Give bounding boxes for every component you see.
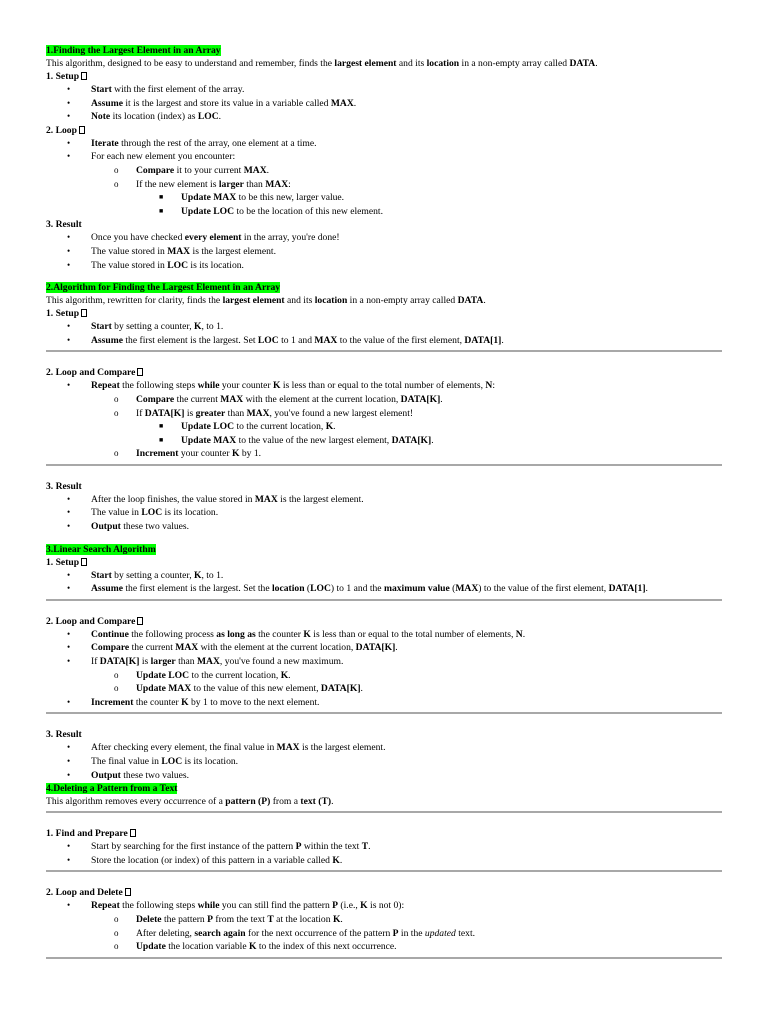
s2-result-heading: 3. Result — [46, 480, 82, 492]
section-1 — [46, 44, 722, 57]
list-item: • Iterate through the rest of the array, one element at a time. — [67, 137, 317, 149]
list-item: • Increment the counter K by 1 to move to the next element. — [67, 696, 320, 708]
s3-loop-heading: 2. Loop and Compare — [46, 615, 722, 628]
s1-loop-list — [46, 137, 722, 219]
list-item: • After checking every element, the final value in MAX is the largest element. — [67, 742, 386, 754]
s1-setup-heading: 1. Setup — [46, 70, 722, 83]
list-item: o If DATA[K] is greater than MAX, you've found a new largest element! — [114, 407, 414, 419]
list-item: ■ Update LOC to the current location, K. — [159, 421, 336, 433]
s1-result-list — [46, 231, 722, 272]
list-item: • Start by searching for the first instance of the pattern P within the text T. — [67, 841, 371, 853]
list-item: • Assume it is the largest and store its value in a variable called MAX. — [67, 97, 357, 109]
list-item: ■ Update MAX to be this new, larger value. — [159, 192, 345, 204]
list-item: o Delete the pattern P from the text T at the location K. — [114, 913, 343, 925]
list-item: o If the new element is larger than MAX: — [114, 178, 291, 190]
list-item: • Start by setting a counter, K, to 1. — [67, 569, 224, 581]
s4-loop-list — [46, 899, 722, 953]
s4-intro: This algorithm removes every occurrence of a pattern (P) from a text (T). — [46, 796, 334, 808]
checkbox-icon — [137, 368, 143, 376]
s1-intro: This algorithm, designed to be easy to understand and remember, finds the largest element and its location in a non-empty array called DATA. — [46, 58, 598, 69]
checkbox-icon — [137, 617, 143, 625]
section-2-title: 2.Algorithm for Finding the Largest Element in an Array — [46, 282, 281, 294]
s2-setup-list — [46, 320, 722, 347]
checkbox-icon — [81, 309, 87, 317]
list-item: • Start with the first element of the array. — [67, 84, 245, 95]
s3-loop-list — [46, 628, 722, 710]
checkbox-icon — [81, 558, 87, 566]
list-item: • Note its location (index) as LOC. — [67, 111, 222, 123]
s1-setup-list — [46, 83, 722, 124]
s4-loop-heading: 2. Loop and Delete — [46, 886, 722, 899]
list-item: • If DATA[K] is larger than MAX, you've found a new maximum. — [67, 656, 344, 668]
list-item: o Compare the current MAX with the element at the current location, DATA[K]. — [114, 393, 443, 405]
section-3-title: 3.Linear Search Algorithm — [46, 543, 156, 555]
list-item: o Compare it to your current MAX. — [114, 164, 270, 176]
list-item: o Update LOC to the current location, K. — [114, 669, 291, 681]
s2-loop-list — [46, 379, 722, 461]
s2-result-list — [46, 493, 722, 534]
list-item: • The final value in LOC is its location. — [67, 756, 239, 767]
list-item: • Output these two values. — [67, 769, 190, 781]
s2-loop-heading: 2. Loop and Compare — [46, 366, 722, 379]
list-item: • For each new element you encounter: — [67, 151, 236, 163]
list-item: • The value in LOC is its location. — [67, 507, 219, 519]
s4-find-list — [46, 840, 722, 867]
checkbox-icon — [130, 829, 136, 837]
s3-result-heading: 3. Result — [46, 729, 82, 741]
section-3 — [46, 543, 722, 556]
list-item: • Assume the first element is the largest. Set the location (LOC) to 1 and the maximum value (MAX) to the value of the first element, DATA[1]. — [67, 583, 648, 595]
list-item: o Increment your counter K by 1. — [114, 448, 262, 460]
list-item: • Repeat the following steps while your counter K is less than or equal to the total number of elements, N: — [67, 380, 495, 392]
list-item: • The value stored in MAX is the largest element. — [67, 245, 277, 257]
section-4-title: 4.Deleting a Pattern from a Text — [46, 783, 178, 795]
section-1-title: 1.Finding the Largest Element in an Array — [46, 45, 221, 56]
list-item: ■ Update MAX to the value of the new largest element, DATA[K]. — [159, 434, 434, 446]
s2-intro: This algorithm, rewritten for clarity, finds the largest element and its location in a non-empty array called DATA. — [46, 295, 486, 307]
list-item: • Store the location (or index) of this pattern in a variable called K. — [67, 854, 343, 866]
list-item: • Output these two values. — [67, 521, 190, 533]
list-item: • Continue the following process as long as the counter K is less than or equal to the total number of elements, N. — [67, 628, 526, 640]
list-item: ■ Update LOC to be the location of this new element. — [159, 205, 383, 217]
list-item: o Update the location variable K to the index of this next occurrence. — [114, 941, 397, 953]
s3-setup-heading: 1. Setup — [46, 556, 722, 569]
checkbox-icon — [79, 126, 85, 134]
list-item: • Once you have checked every element in the array, you're done! — [67, 232, 340, 244]
list-item: • The value stored in LOC is its location. — [67, 259, 244, 271]
section-2 — [46, 281, 722, 294]
s1-result-heading: 3. Result — [46, 219, 82, 231]
list-item: • Compare the current MAX with the element at the current location, DATA[K]. — [67, 642, 398, 654]
s1-loop-heading: 2. Loop — [46, 124, 722, 137]
divider — [46, 957, 722, 959]
s3-result-list — [46, 741, 722, 782]
checkbox-icon — [81, 72, 87, 80]
list-item: • Repeat the following steps while you can still find the pattern P (i.e., K is not 0): — [67, 900, 405, 912]
list-item: • Assume the first element is the largest. Set LOC to 1 and MAX to the value of the first element, DATA[1]. — [67, 334, 504, 346]
checkbox-icon — [125, 888, 131, 896]
s2-setup-heading: 1. Setup — [46, 307, 722, 320]
section-4 — [46, 782, 722, 795]
list-item: • Start by setting a counter, K, to 1. — [67, 321, 224, 333]
s4-find-heading: 1. Find and Prepare — [46, 827, 722, 840]
list-item: o Update MAX to the value of this new element, DATA[K]. — [114, 683, 363, 695]
list-item: o After deleting, search again for the next occurrence of the pattern P in the updated text. — [114, 927, 476, 939]
list-item: • After the loop finishes, the value stored in MAX is the largest element. — [67, 493, 364, 505]
s3-setup-list — [46, 569, 722, 596]
